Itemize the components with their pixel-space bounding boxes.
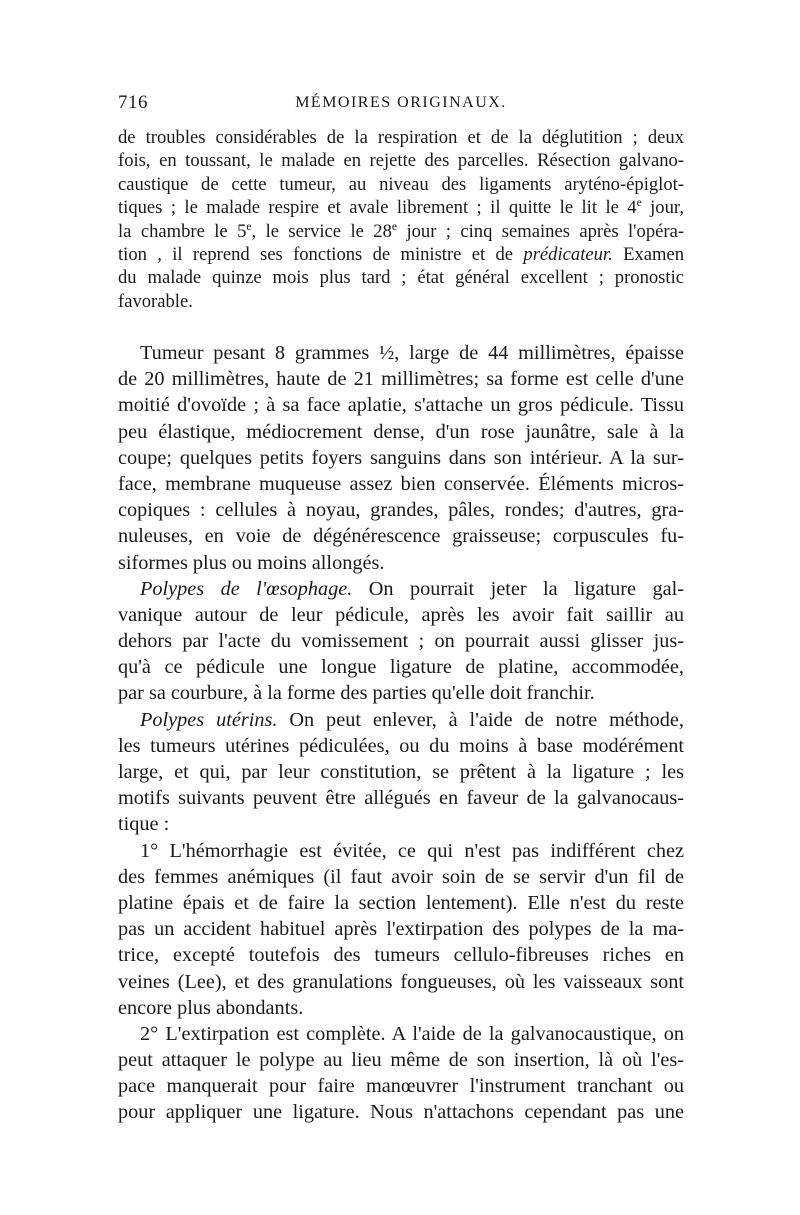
text-line: vanique autour de leur pédicule, après les avoir fait saillir au (118, 603, 684, 626)
superscript: e (391, 220, 398, 233)
page-number: 716 (118, 92, 148, 113)
text-line: moitié d'ovoïde ; à sa face aplatie, s'attache un gros pédicule. Tissu (118, 394, 684, 417)
text-line: peut attaquer le polype au lieu même de son insertion, là où l'es- (118, 1049, 684, 1072)
text-line: pour appliquer une ligature. Nous n'attachons cependant pas une (118, 1101, 684, 1124)
text-segment: tiques ; le malade respire et avale librement ; il quitte le lit le 4 (118, 197, 637, 219)
text-line: coupe; quelques petits foyers sanguins dans son intérieur. A la sur- (118, 446, 684, 469)
text-segment: Tumeur pesant 8 grammes (140, 342, 380, 364)
text-segment: la chambre le 5 (118, 220, 247, 242)
main-text-block (118, 340, 684, 1126)
text-segment: jour, (641, 197, 684, 219)
section-title-uterine: Polypes utérins. (140, 708, 278, 731)
text-segment: jour ; cinq semaines après l'opéra- (397, 220, 684, 242)
text-segment: tion , il reprend ses fonctions de ministre et de (118, 243, 524, 265)
text-segment: On pourrait jeter la ligature gal- (352, 577, 684, 600)
text-line: dehors par l'acte du vomissement ; on pourrait aussi glisser jus- (118, 630, 684, 653)
text-line: fois, en toussant, le malade en rejette des parcelles. Résection galvano- (118, 150, 684, 172)
text-line: peu élastique, médiocrement dense, d'un rose jaunâtre, sale à la (118, 420, 684, 443)
text-segment: On peut enlever, à l'aide de notre méthode, (277, 708, 684, 731)
text-line: face, membrane muqueuse assez bien conservée. Éléments micros- (118, 472, 684, 495)
text-segment: , le service le 28 (251, 220, 392, 242)
text-line: qu'à ce pédicule une longue ligature de platine, accommodée, (118, 656, 684, 679)
text-line (118, 576, 684, 602)
text-line: tique : (118, 813, 170, 836)
text-line: de troubles considérables de la respiration et de la déglutition ; deux (118, 127, 684, 148)
text-line: caustique de cette tumeur, au niveau des ligaments aryténo-épiglot- (118, 173, 684, 195)
text-line (118, 340, 684, 366)
text-line: pace manquerait pour faire manœuvrer l'instrument tranchant ou (118, 1075, 684, 1098)
text-line: motifs suivants peuvent être allégués en faveur de la galvanocaus- (118, 787, 684, 810)
text-line: pas un accident habituel après l'extirpation des polypes de la ma- (118, 918, 684, 941)
superscript: e (246, 220, 252, 233)
text-line: large, et qui, par leur constitution, se prêtent à la ligature ; les (118, 761, 684, 783)
text-line: des femmes anémiques (il faut avoir soin de se servir d'un fil de (118, 865, 684, 888)
text-line: veines (Lee), et des granulations fongueuses, où les vaisseaux sont (118, 970, 684, 993)
text-line: de 20 millimètres, haute de 21 millimètres; sa forme est celle d'une (118, 368, 684, 391)
text-line: les tumeurs utérines pédiculées, ou du moins à base modérément (118, 734, 684, 757)
text-line: par sa courbure, à la forme des parties qu'elle doit franchir. (118, 682, 595, 705)
text-line (118, 707, 684, 733)
text-line: platine épais et de faire la section lentement). Elle n'est du reste (118, 891, 684, 914)
text-line: du malade quinze mois plus tard ; état général excellent ; pronostic (118, 267, 684, 289)
text-line (118, 220, 684, 243)
text-line: encore plus abondants. (118, 996, 304, 1019)
section-title-oesophagus: Polypes de l'œsophage. (140, 577, 353, 600)
text-line: nuleuses, en voie de dégénérescence graisseuse; corpuscules fu- (118, 525, 684, 548)
text-line: copiques : cellules à noyau, grandes, pâles, rondes; d'autres, gra- (118, 499, 684, 522)
page-header (118, 92, 684, 118)
italic-word: prédicateur. (523, 243, 613, 265)
text-line: trice, excepté toutefois des tumeurs cellulo-fibreuses riches en (118, 944, 684, 967)
superscript: e (636, 196, 642, 209)
text-line: 1° L'hémorrhagie est évitée, ce qui n'est pas indifférent chez (140, 839, 684, 862)
text-line: 2° L'extirpation est complète. A l'aide de la galvanocaustique, on (140, 1022, 684, 1045)
text-line (118, 196, 684, 219)
fraction: ½ (379, 342, 395, 364)
paragraph-case-report (118, 126, 684, 313)
text-line: favorable. (118, 290, 193, 312)
text-line (118, 243, 684, 266)
running-title: MÉMOIRES ORIGINAUX. (295, 94, 507, 111)
text-line: siformes plus ou moins allongés. (118, 551, 385, 574)
text-segment: , large de 44 millimètres, épaisse (394, 342, 684, 364)
text-segment: Examen (612, 243, 684, 265)
